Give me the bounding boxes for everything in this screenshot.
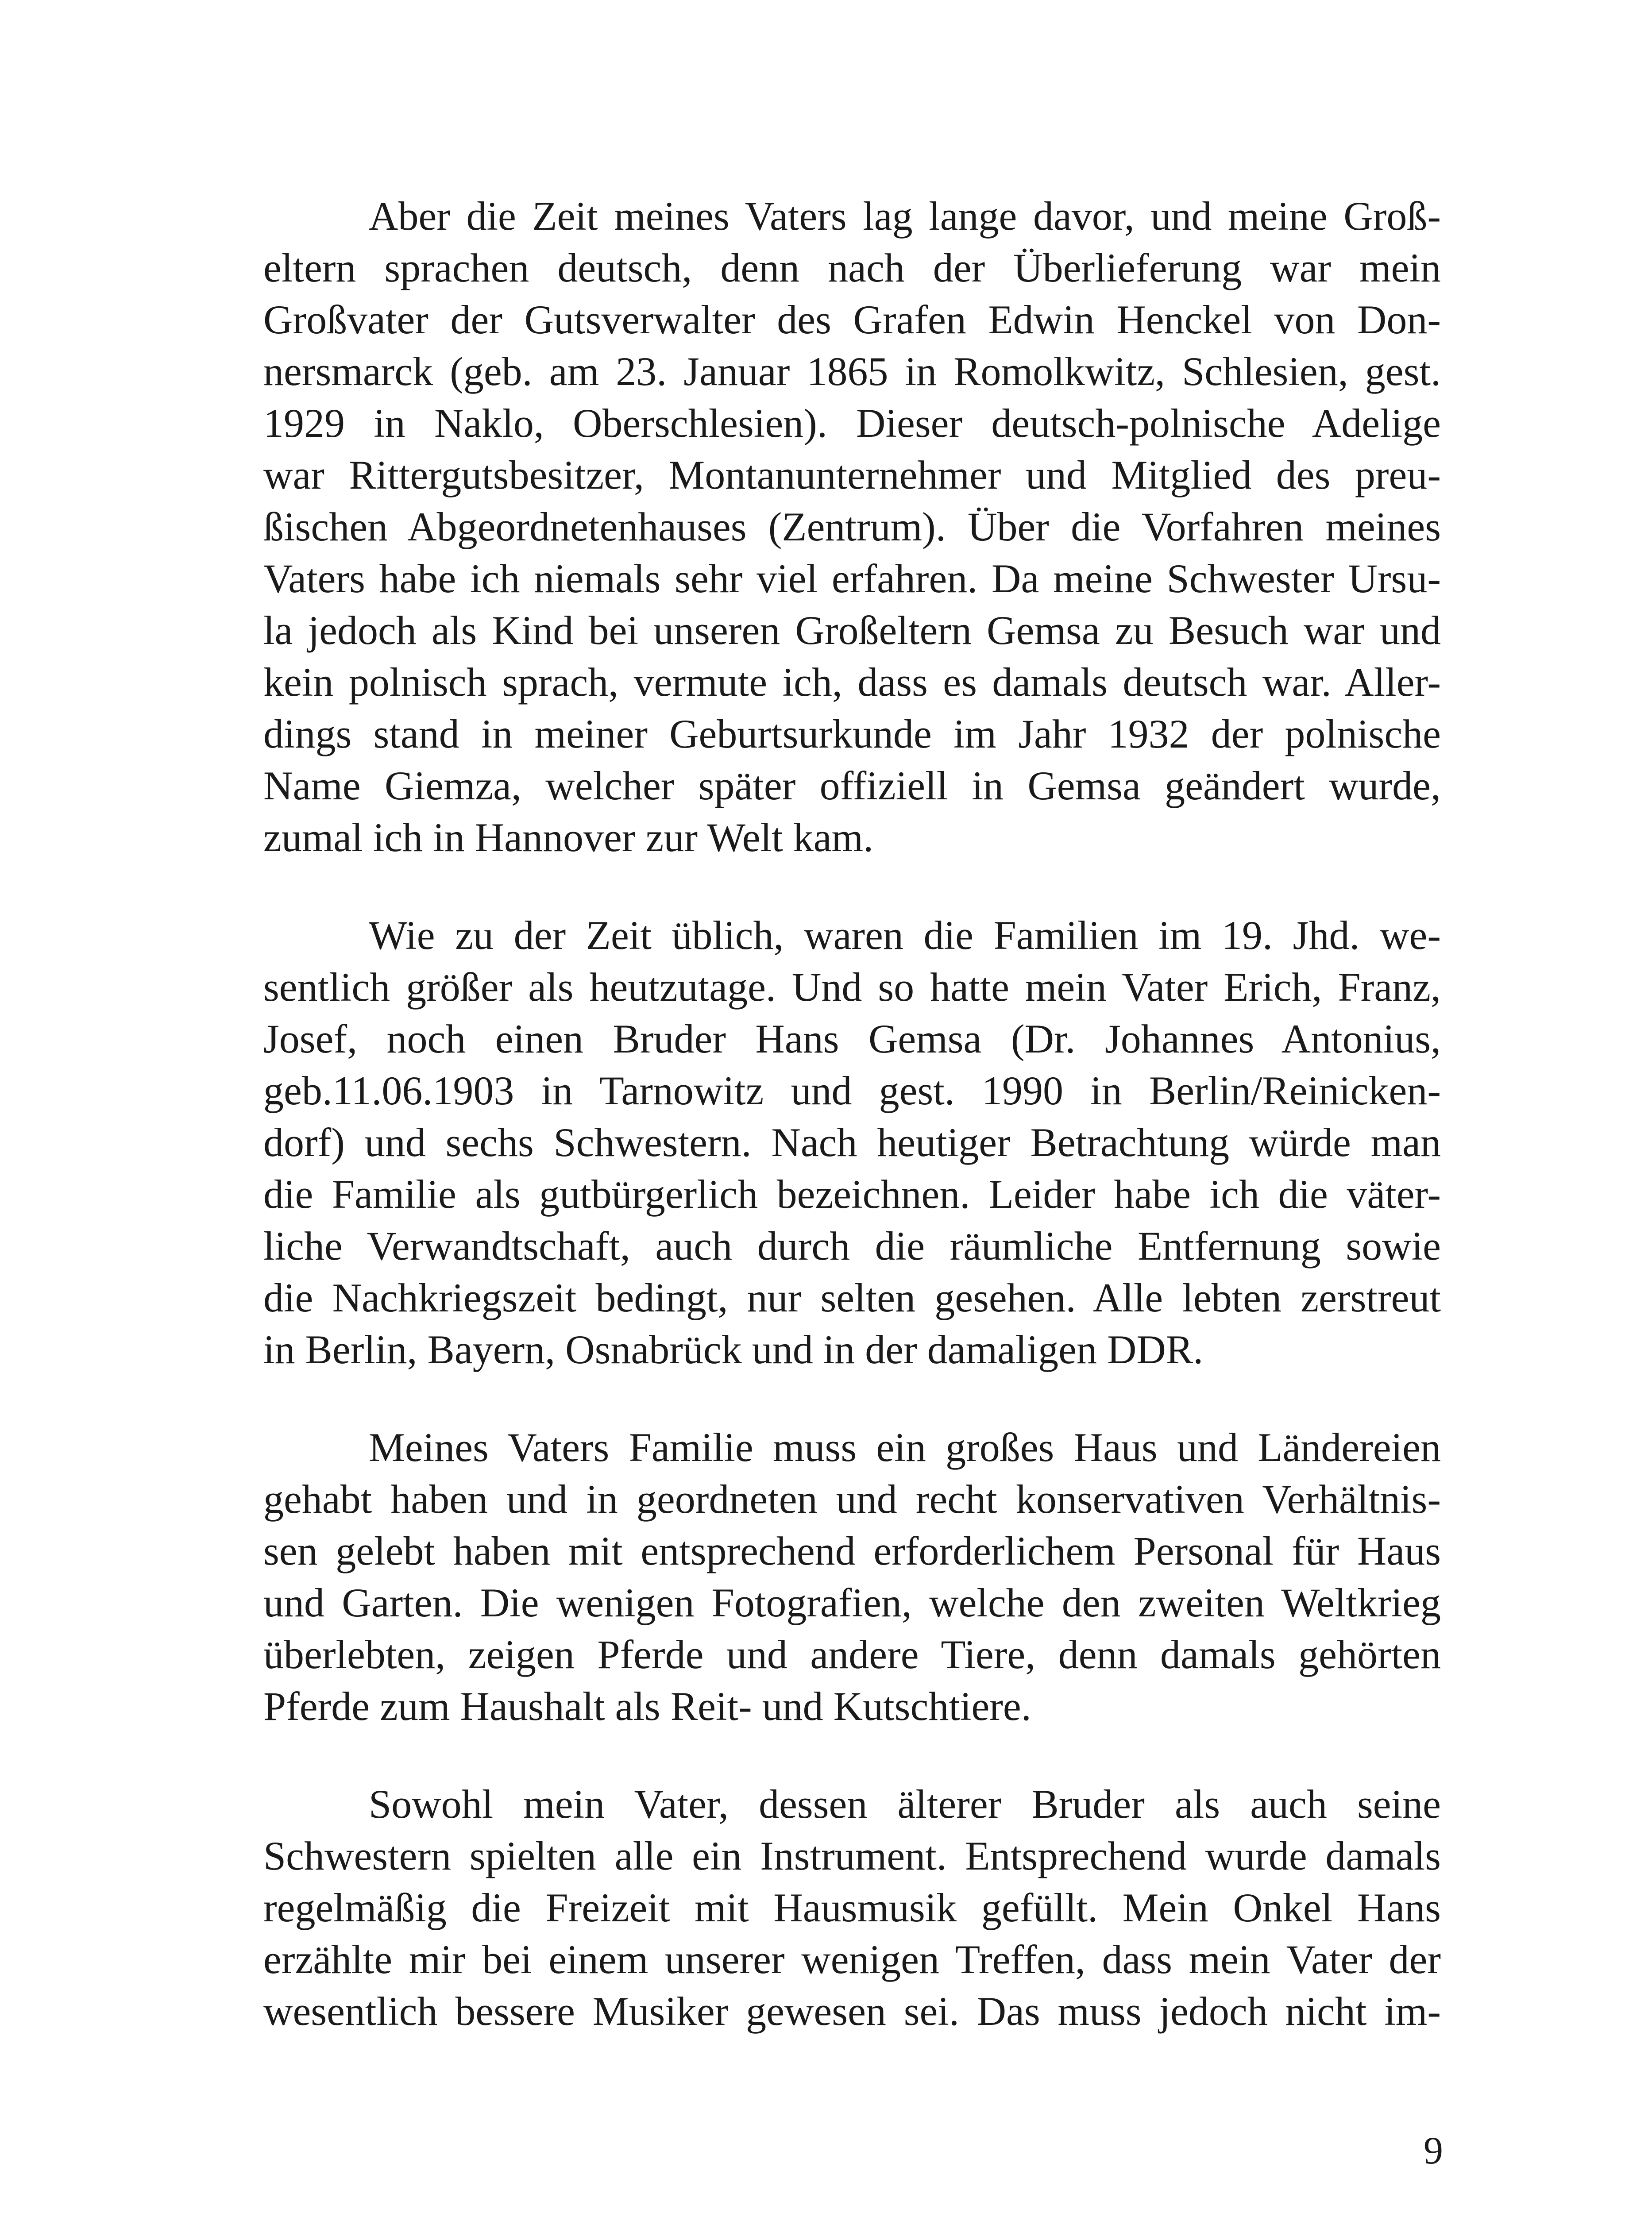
text-line: Aber die Zeit meines Vaters lag lange davor, und meine Groß- (369, 193, 1441, 239)
text-line: nersmarck (geb. am 23. Januar 1865 in Romolkwitz, Schlesien, gest. (263, 349, 1441, 394)
text-line: sen gelebt haben mit entsprechend erforderlichem Personal für Haus (263, 1528, 1441, 1573)
text-line: zumal ich in Hannover zur Welt kam. (263, 815, 874, 860)
text-line: eltern sprachen deutsch, denn nach der Überlieferung war mein (263, 245, 1441, 290)
text-line: geb.11.06.1903 in Tarnowitz und gest. 1990 in Berlin/Reinicken- (263, 1068, 1441, 1113)
text-line: sentlich größer als heutzutage. Und so hatte mein Vater Erich, Franz, (263, 964, 1441, 1010)
text-line: liche Verwandtschaft, auch durch die räumliche Entfernung sowie (263, 1223, 1441, 1268)
text-line: erzählte mir bei einem unserer wenigen Treffen, dass mein Vater der (263, 1937, 1441, 1982)
text-line: und Garten. Die wenigen Fotografien, welche den zweiten Weltkrieg (263, 1580, 1441, 1625)
text-line: wesentlich bessere Musiker gewesen sei. Das muss jedoch nicht im- (263, 1989, 1441, 2034)
text-line: Name Giemza, welcher später offiziell in Gemsa geändert wurde, (263, 763, 1441, 808)
text-line: Großvater der Gutsverwalter des Grafen Edwin Henckel von Don- (263, 297, 1441, 342)
paragraph-1 (263, 190, 1441, 864)
text-line: ßischen Abgeordnetenhauses (Zentrum). Über die Vorfahren meines (263, 504, 1441, 549)
text-line: Josef, noch einen Bruder Hans Gemsa (Dr. Johannes Antonius, (263, 1016, 1441, 1061)
text-line: in Berlin, Bayern, Osnabrück und in der damaligen DDR. (263, 1327, 1204, 1372)
text-line: Schwestern spielten alle ein Instrument. Entsprechend wurde damals (263, 1833, 1441, 1878)
paragraph-2 (263, 910, 1441, 1376)
text-line: kein polnisch sprach, vermute ich, dass es damals deutsch war. Aller- (263, 659, 1441, 705)
body-text (263, 190, 1441, 2037)
text-line: dorf) und sechs Schwestern. Nach heutiger Betrachtung würde man (263, 1120, 1441, 1165)
text-line: Pferde zum Haushalt als Reit- und Kutschtiere. (263, 1684, 1031, 1729)
text-line: 1929 in Naklo, Oberschlesien). Dieser deutsch-polnische Adelige (263, 401, 1441, 446)
text-line: Wie zu der Zeit üblich, waren die Familien im 19. Jhd. we- (369, 913, 1441, 958)
paragraph-4 (263, 1778, 1441, 2037)
text-line: Vaters habe ich niemals sehr viel erfahren. Da meine Schwester Ursu- (263, 556, 1441, 601)
text-line: überlebten, zeigen Pferde und andere Tiere, denn damals gehörten (263, 1632, 1441, 1677)
paragraph-3 (263, 1422, 1441, 1732)
text-line: la jedoch als Kind bei unseren Großeltern Gemsa zu Besuch war und (263, 608, 1441, 653)
text-line: Meines Vaters Familie muss ein großes Haus und Ländereien (369, 1425, 1441, 1470)
text-line: die Nachkriegszeit bedingt, nur selten gesehen. Alle lebten zerstreut (263, 1275, 1441, 1320)
text-line: dings stand in meiner Geburtsurkunde im Jahr 1932 der polnische (263, 711, 1441, 756)
page-number: 9 (1424, 2129, 1443, 2172)
text-line: Sowohl mein Vater, dessen älterer Bruder als auch seine (369, 1781, 1441, 1827)
text-line: die Familie als gutbürgerlich bezeichnen. Leider habe ich die väter- (263, 1172, 1441, 1217)
text-line: regelmäßig die Freizeit mit Hausmusik gefüllt. Mein Onkel Hans (263, 1885, 1441, 1930)
text-line: war Rittergutsbesitzer, Montanunternehmer und Mitglied des preu- (263, 452, 1441, 497)
text-line: gehabt haben und in geordneten und recht konservativen Verhältnis- (263, 1477, 1441, 1522)
